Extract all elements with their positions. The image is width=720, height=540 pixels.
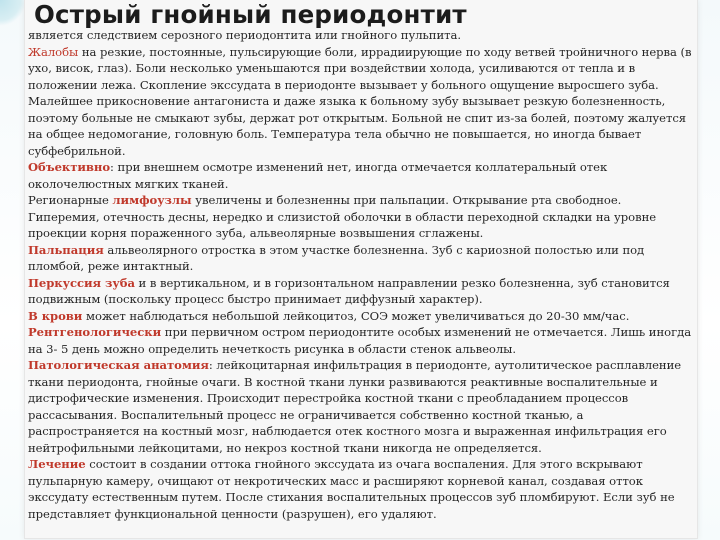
- blood-label: В крови: [28, 308, 83, 323]
- xray-label: Рентгенологически: [28, 325, 162, 339]
- treatment-label: Лечение: [28, 457, 86, 471]
- objective-text: : при внешнем осмотре изменений нет, иногда отмечается коллатеральный отек околочелюстных мягких тканей.: [28, 160, 608, 191]
- paragraph-palpation: [28, 242, 696, 275]
- paragraph-percussion: [28, 275, 696, 308]
- lymph-text: увеличены и болезненны при пальпации. Открывание рта свободное. Гиперемия, отечность десны, нередко и слизистой оболочки в области переходной складки на уровне проекции корня пораженного зуба, альвеолярные возвышения сглажены.: [28, 193, 657, 240]
- complaints-label: Жалобы: [28, 44, 79, 59]
- treatment-text: состоит в создании оттока гнойного экссудата из очага воспаления. Для этого вскрывают пульпарную камеру, очищают от некротических масс и расширяют корневой канал, создавая отток экссудату естественным путем. После стихания воспалительных процессов зуб пломбируют. Если зуб не представляет функциональной ценности (разрушен), его удаляют.: [28, 457, 675, 521]
- complaints-text: на резкие, постоянные, пульсирующие боли, иррадиирующие по ходу ветвей тройничного нерва (в ухо, висок, глаз). Боли несколько уменьшаются при воздействии холода, усиливаются от тепла и в положении лежа. Скопление экссудата в периодонте вызывает у больного ощущение выросшего зуба. Малейшее прикосновение антагониста и даже языка к больному зубу вызывает резкую болезненность, поэтому больные не смыкают зубы, держат рот открытым. Больной не спит из-за болей, поэтому жалуется на общее недомогание, головную боль. Температура тела обычно не повышается, но иногда бывает субфебрильной.: [28, 44, 692, 158]
- paragraph-objective: [28, 159, 696, 192]
- palpation-label: Пальпация: [28, 242, 104, 257]
- page-title: Острый гнойный периодонтит: [34, 0, 467, 29]
- xray-text: при первичном остром периодонтите особых изменений не отмечается. Лишь иногда на 3- 5 день можно определить нечеткость рисунка в области стенок альвеолы.: [28, 325, 692, 356]
- paragraph-blood: [28, 308, 696, 325]
- percussion-label: Перкуссия зуба: [28, 275, 135, 290]
- pathology-text: : лейкоцитарная инфильтрация в периодонте, аутолитическое расплавление ткани периодонта, гнойные очаги. В костной ткани лунки развиваются реактивные воспалительные и дистрофические изменения. Происходит перестройка костной ткани с преобладанием процессов рассасывания. Воспалительный процесс не ограничивается собственно костной тканью, а распространяется на костный мозг, наблюдается отек костного мозга и выраженная инфильтрация его нейтрофильными лейкоцитами, но некроз костной ткани никогда не определяется.: [28, 358, 682, 455]
- percussion-text: и в вертикальном, и в горизонтальном направлении резко болезненна, зуб становится подвижным (поскольку процесс быстро принимает диффузный характер).: [28, 275, 670, 306]
- palpation-text: альвеолярного отростка в этом участке болезненна. Зуб с кариозной полостью или под пломбой, реже интактный.: [28, 242, 645, 273]
- pathology-label: Патологическая анатомия: [28, 358, 209, 372]
- paragraph-xray: [28, 324, 696, 357]
- paragraph-complaints: [28, 44, 696, 160]
- objective-label: Объективно: [28, 160, 111, 174]
- paragraph-pathology: [28, 357, 696, 456]
- intro-text: является следствием серозного периодонтита или гнойного пульпита.: [28, 28, 462, 42]
- slide-body: [28, 27, 696, 522]
- corner-decoration: [0, 0, 26, 26]
- paragraph-treatment: [28, 456, 696, 522]
- blood-text: может наблюдаться небольшой лейкоцитоз, СОЭ может увеличиваться до 20-30 мм/час.: [82, 308, 630, 323]
- paragraph-lymph: [28, 192, 696, 242]
- lymph-prefix: Регионарные: [28, 193, 113, 207]
- paragraph-intro: [28, 27, 696, 44]
- lymph-label: лимфоузлы: [112, 193, 192, 207]
